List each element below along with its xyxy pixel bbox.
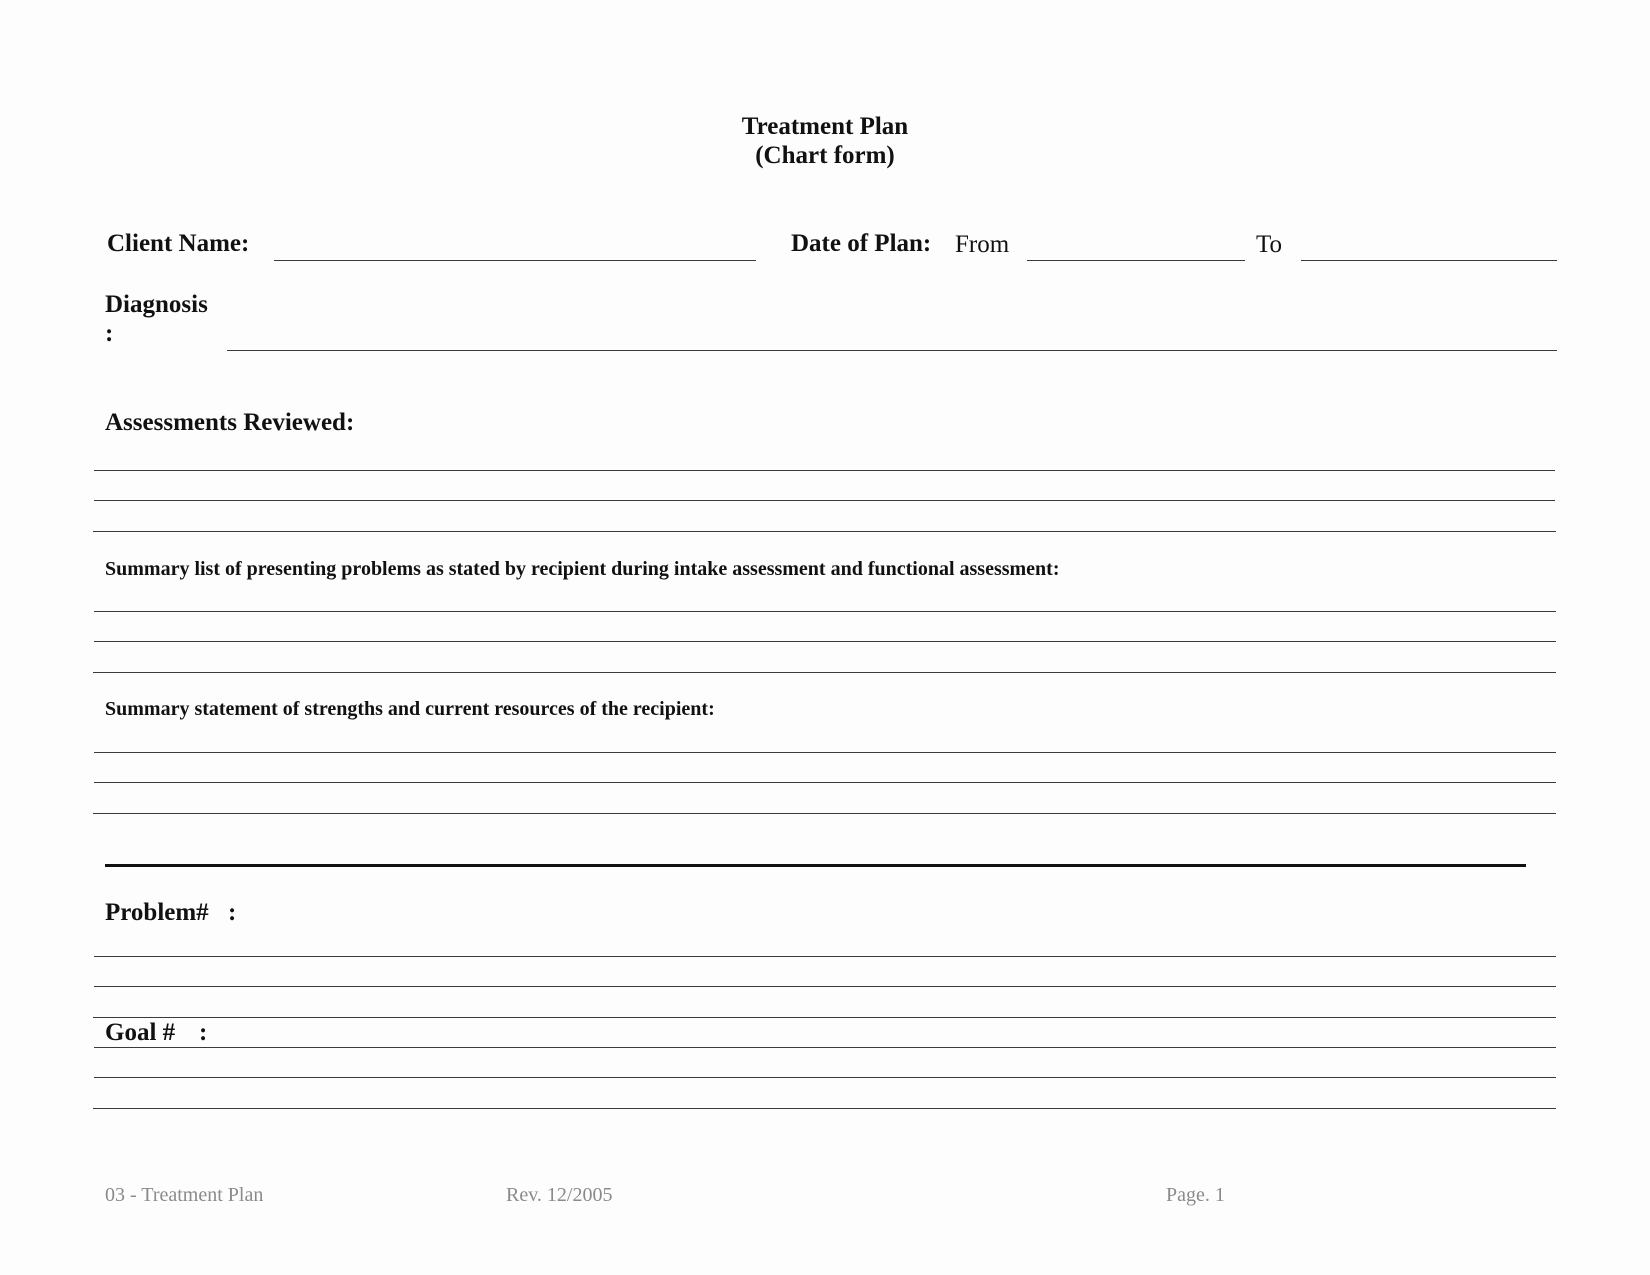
problem-line-1[interactable] xyxy=(94,956,1556,957)
problem-line-3[interactable] xyxy=(93,1017,1556,1018)
client-name-field[interactable] xyxy=(274,260,756,261)
presenting-problems-label: Summary list of presenting problems as stated by recipient during intake assessment and functional assessment: xyxy=(105,558,1060,580)
problem-line-2[interactable] xyxy=(94,986,1556,987)
footer-page-number: Page. 1 xyxy=(1166,1184,1225,1206)
assessments-line-1[interactable] xyxy=(94,470,1555,471)
assessments-line-3[interactable] xyxy=(93,531,1556,532)
section-divider xyxy=(105,864,1526,867)
presenting-problems-line-1[interactable] xyxy=(94,611,1556,612)
goal-line-1[interactable] xyxy=(94,1047,1556,1048)
date-to-field[interactable] xyxy=(1301,260,1557,261)
date-of-plan-label: Date of Plan: xyxy=(791,230,932,257)
problem-number-label: Problem# xyxy=(105,899,209,926)
assessments-line-2[interactable] xyxy=(94,500,1555,501)
date-to-label: To xyxy=(1256,231,1283,258)
form-subtitle: (Chart form) xyxy=(755,142,895,169)
form-title: Treatment Plan xyxy=(741,113,909,140)
client-name-label: Client Name: xyxy=(107,230,250,257)
presenting-problems-line-2[interactable] xyxy=(94,641,1556,642)
footer-revision: Rev. 12/2005 xyxy=(506,1184,613,1206)
goal-number-colon: : xyxy=(199,1019,208,1046)
date-from-label: From xyxy=(955,231,1010,258)
date-from-field[interactable] xyxy=(1027,260,1245,261)
presenting-problems-line-3[interactable] xyxy=(93,672,1556,673)
diagnosis-colon: : xyxy=(105,320,114,347)
strengths-label: Summary statement of strengths and current resources of the recipient: xyxy=(105,698,715,720)
goal-line-2[interactable] xyxy=(94,1077,1556,1078)
strengths-line-1[interactable] xyxy=(94,752,1556,753)
problem-number-colon: : xyxy=(228,899,237,926)
goal-number-label: Goal # xyxy=(105,1019,176,1046)
strengths-line-2[interactable] xyxy=(94,782,1556,783)
strengths-line-3[interactable] xyxy=(93,813,1556,814)
footer-form-id: 03 - Treatment Plan xyxy=(105,1184,264,1206)
diagnosis-label: Diagnosis xyxy=(105,291,208,318)
assessments-reviewed-label: Assessments Reviewed: xyxy=(105,409,355,436)
diagnosis-field[interactable] xyxy=(227,350,1557,351)
goal-line-3[interactable] xyxy=(93,1108,1556,1109)
